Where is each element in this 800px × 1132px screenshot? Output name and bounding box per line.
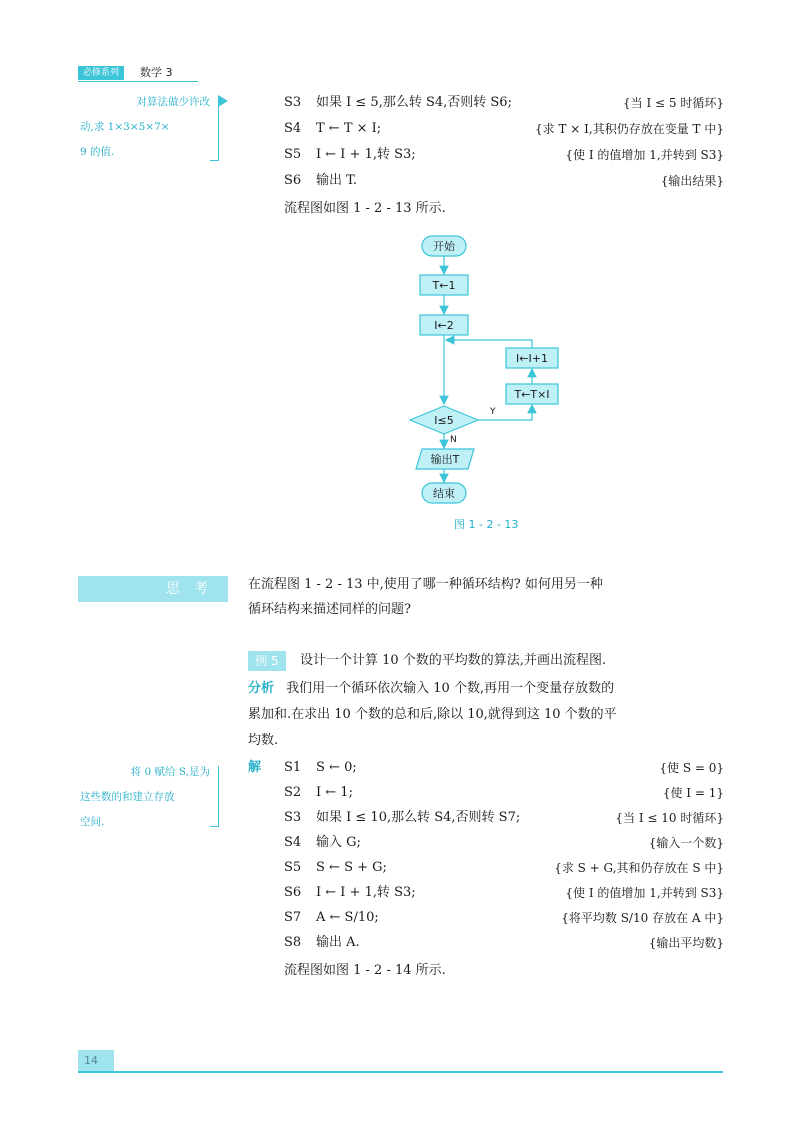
side-note-line: 9 的值. [80, 146, 115, 158]
step-comment: {当 I ≤ 10 时循环} [615, 811, 724, 825]
step-comment: {当 I ≤ 5 时循环} [623, 96, 724, 110]
algo2-step [284, 781, 724, 805]
step-expr: 如果 I ≤ 5,那么转 S4,否则转 S6; [316, 95, 512, 110]
step-comment: {使 I 的值增加 1,并转到 S3} [565, 148, 724, 162]
flow-start-label: 开始 [433, 240, 455, 253]
book-title: 数学 3 [140, 66, 173, 79]
flow-yes-label: Y [490, 407, 496, 417]
step-code: S6 [284, 885, 302, 900]
step-code: S1 [284, 760, 302, 775]
step-expr: I ← I + 1,转 S3; [316, 885, 416, 900]
flow-cond-label: I≤5 [434, 414, 454, 427]
algo1-step [284, 117, 724, 141]
step-expr: I ← I + 1,转 S3; [316, 147, 416, 162]
think-label-text: 思考 [166, 581, 222, 597]
think-question-line: 循环结构来描述同样的问题? [248, 602, 411, 617]
side-note-line: 将 0 赋给 S,是为 [130, 766, 210, 778]
flow-mul-t-label: T←T×I [514, 388, 550, 401]
step-comment: {求 T × I,其积仍存放在变量 T 中} [535, 122, 724, 136]
solution-keyword: 解 [248, 760, 262, 775]
algo2-step [284, 831, 724, 855]
step-code: S4 [284, 121, 302, 136]
flow-reference: 流程图如图 1 - 2 - 14 所示. [284, 963, 446, 978]
footer-rule [78, 1071, 723, 1073]
step-expr: S ← 0; [316, 760, 357, 775]
step-code: S8 [284, 935, 302, 950]
side-note-bracket [210, 98, 219, 161]
algo1-step [284, 91, 724, 115]
header-rule [78, 81, 198, 82]
step-expr: I ← 1; [316, 785, 353, 800]
step-comment: {使 I = 1} [662, 786, 724, 800]
figure-caption: 图 1 - 2 - 13 [454, 518, 519, 531]
side-note-2 [80, 760, 210, 835]
analysis-line: 均数. [248, 733, 279, 748]
step-code: S4 [284, 835, 302, 850]
step-comment: {输出平均数} [648, 936, 724, 950]
side-note-1 [80, 90, 210, 165]
step-expr: 输出 T. [316, 173, 358, 188]
step-code: S3 [284, 95, 302, 110]
side-note-line: 这些数的和建立存放 [80, 791, 175, 803]
think-label [78, 576, 228, 602]
step-comment: {输出结果} [660, 174, 724, 188]
step-comment: {使 S = 0} [659, 761, 724, 775]
step-expr: 输入 G; [316, 835, 361, 850]
step-expr: 如果 I ≤ 10,那么转 S4,否则转 S7; [316, 810, 521, 825]
side-note-line: 空间. [80, 816, 105, 828]
flow-init-i-label: I←2 [434, 319, 454, 332]
step-comment: {求 S + G,其和仍存放在 S 中} [554, 861, 724, 875]
side-note-line: 对算法做少许改 [136, 96, 210, 108]
side-arrow-icon [218, 95, 228, 107]
example-label: 例 5 [248, 651, 286, 671]
analysis-text: 我们用一个循环依次输入 10 个数,再用一个变量存放数的 [286, 681, 615, 696]
think-question-line: 在流程图 1 - 2 - 13 中,使用了哪一种循环结构? 如何用另一种 [248, 577, 603, 592]
step-code: S3 [284, 810, 302, 825]
algo1-step [284, 169, 724, 193]
page-number: 14 [78, 1050, 114, 1072]
step-expr: A ← S/10; [316, 910, 379, 925]
step-comment: {使 I 的值增加 1,并转到 S3} [565, 886, 724, 900]
side-note-line: 动,求 1×3×5×7× [80, 121, 170, 133]
analysis-line [248, 677, 614, 701]
flow-no-label: N [450, 435, 457, 445]
algo2-step [284, 756, 724, 780]
analysis-keyword: 分析 [248, 681, 275, 696]
flow-inc-i-label: I←I+1 [516, 352, 548, 365]
step-expr: S ← S + G; [316, 860, 387, 875]
algo2-step [284, 906, 724, 930]
flow-output-label: 输出T [430, 453, 460, 466]
algo2-step [284, 881, 724, 905]
step-comment: {输入一个数} [648, 836, 724, 850]
algo2-step [284, 856, 724, 880]
step-comment: {将平均数 S/10 存放在 A 中} [561, 911, 724, 925]
example-title: 设计一个计算 10 个数的平均数的算法,并画出流程图. [300, 653, 607, 668]
side-note-bracket [210, 766, 219, 827]
step-code: S6 [284, 173, 302, 188]
step-code: S5 [284, 860, 302, 875]
flow-reference: 流程图如图 1 - 2 - 13 所示. [284, 201, 446, 216]
algo2-step [284, 806, 724, 830]
algo1-step [284, 143, 724, 167]
series-tag: 必修系列 [78, 66, 124, 80]
analysis-line: 累加和.在求出 10 个数的总和后,除以 10,就得到这 10 个数的平 [248, 707, 617, 722]
step-expr: 输出 A. [316, 935, 360, 950]
step-code: S7 [284, 910, 302, 925]
step-expr: T ← T × I; [316, 121, 382, 136]
flow-end-label: 结束 [433, 487, 455, 500]
step-code: S2 [284, 785, 302, 800]
step-code: S5 [284, 147, 302, 162]
flow-init-t-label: T←1 [432, 279, 456, 292]
algo2-step [284, 931, 724, 955]
flowchart-1-2-13 [400, 228, 580, 538]
